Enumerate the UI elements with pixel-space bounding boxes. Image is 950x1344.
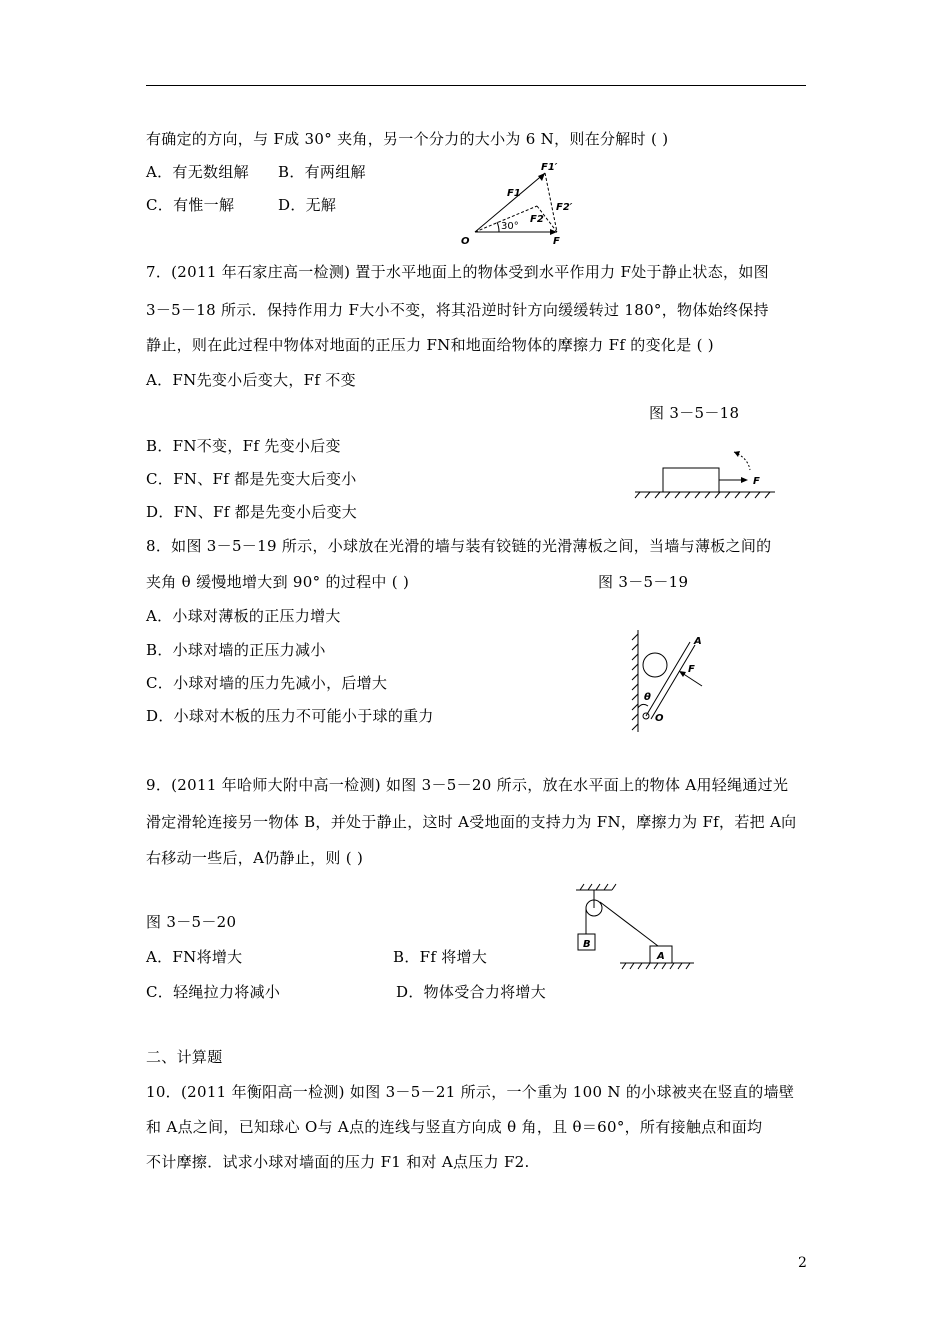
q8-option-a: A．小球对薄板的正压力增大 — [146, 607, 341, 625]
q9-line2: 滑定滑轮连接另一物体 B，并处于静止，这时 A受地面的支持力为 FN，摩擦力为 Ff，若把 A向 — [146, 813, 797, 831]
q9-option-c: C．轻绳拉力将减小 — [146, 983, 281, 1001]
q6-label-f2: F2 — [530, 214, 544, 225]
q9-pulley-diagram — [570, 882, 698, 972]
q10-line2: 和 A点之间，已知球心 O与 A点的连线与竖直方向成 θ 角，且 θ＝60°，所有接触点和面均 — [146, 1118, 763, 1136]
q7-option-c: C．FN、Ff 都是先变大后变小 — [146, 470, 357, 488]
q8-label-a: A — [694, 636, 702, 647]
q10-line3: 不计摩擦．试求小球对墙面的压力 F1 和对 A点压力 F2. — [146, 1153, 530, 1171]
q6-option-d: D．无解 — [278, 196, 337, 214]
q9-ceiling-hatch — [580, 884, 616, 890]
q9-option-b: B．Ff 将增大 — [393, 948, 488, 966]
q9-label-a: A — [657, 951, 665, 962]
q6-label-f1p: F1′ — [541, 162, 558, 173]
q9-option-d: D．物体受合力将增大 — [396, 983, 547, 1001]
q9-option-a: A．FN将增大 — [146, 948, 243, 966]
q6-option-c: C．有惟一解 — [146, 196, 235, 214]
header-rule — [146, 85, 806, 86]
q6-option-b: B．有两组解 — [278, 163, 366, 181]
q9-rope-to-a — [600, 902, 658, 946]
q8-ball-plank-diagram — [622, 628, 712, 736]
q7-line2: 3－5－18 所示．保持作用力 F大小不变，将其沿逆时针方向缓缓转过 180°，物体始终保持 — [146, 301, 769, 319]
q7-line3: 静止，则在此过程中物体对地面的正压力 FN和地面给物体的摩擦力 Ff 的变化是 ( ) — [146, 336, 714, 354]
q6-force-decomposition-diagram — [455, 158, 585, 248]
q6-label-f1: F1 — [507, 188, 521, 199]
q9-ground-hatch — [622, 963, 690, 969]
page-number: 2 — [798, 1255, 807, 1271]
q6-angle-arc — [497, 222, 499, 232]
q7-force-arrowhead — [741, 477, 748, 483]
q6-label-f2p: F2′ — [556, 202, 573, 213]
q8-label-o: O — [655, 713, 664, 724]
q7-option-a: A．FN先变小后变大，Ff 不变 — [146, 371, 356, 389]
q9-label-b: B — [583, 939, 591, 950]
q8-wall-hatch — [632, 634, 638, 730]
q6-label-angle: 30° — [501, 221, 519, 232]
q7-option-b: B．FN不变，Ff 先变小后变 — [146, 437, 341, 455]
q8-option-b: B．小球对墙的正压力减小 — [146, 641, 326, 659]
q7-figure-caption: 图 3－5－18 — [649, 404, 740, 422]
q8-line2: 夹角 θ 缓慢地增大到 90° 的过程中 ( ) — [146, 573, 410, 591]
q6-label-o: O — [461, 236, 470, 247]
q7-rotation-arrowhead — [734, 451, 740, 457]
q8-angle-arc — [638, 704, 648, 708]
q7-label-f: F — [753, 476, 760, 487]
q7-block-diagram — [630, 440, 780, 500]
q8-figure-caption: 图 3－5－19 — [598, 573, 689, 591]
q9-line1: 9．(2011 年哈师大附中高一检测) 如图 3－5－20 所示，放在水平面上的物体 A用轻绳通过光 — [146, 776, 789, 794]
q8-label-f: F — [688, 664, 695, 675]
q6-arrowhead-f1p — [538, 173, 545, 181]
q7-line1: 7．(2011 年石家庄高一检测) 置于水平地面上的物体受到水平作用力 F处于静止状态，如图 — [146, 263, 769, 281]
q8-option-d: D．小球对木板的压力不可能小于球的重力 — [146, 707, 434, 725]
q10-line1: 10．(2011 年衡阳高一检测) 如图 3－5－21 所示，一个重为 100 N 的小球被夹在竖直的墙壁 — [146, 1083, 795, 1101]
q7-ground-hatch — [635, 492, 770, 498]
q8-force-arrowhead — [679, 671, 686, 677]
section-title-calculation: 二、计算题 — [146, 1048, 223, 1066]
q7-block — [663, 468, 719, 492]
q8-plank-edge-2 — [651, 645, 695, 719]
q6-label-f: F — [553, 236, 560, 247]
q9-figure-caption: 图 3－5－20 — [146, 913, 237, 931]
q6-option-a: A．有无数组解 — [146, 163, 249, 181]
q8-line1: 8．如图 3－5－19 所示，小球放在光滑的墙与装有铰链的光滑薄板之间，当墙与薄板之间的 — [146, 537, 772, 555]
q8-option-c: C．小球对墙的压力先减小，后增大 — [146, 674, 388, 692]
q6-stem: 有确定的方向，与 F成 30° 夹角，另一个分力的大小为 6 N，则在分解时 ( ) — [146, 130, 669, 148]
q9-line3: 右移动一些后，A仍静止，则 ( ) — [146, 849, 364, 867]
q8-label-theta: θ — [644, 692, 651, 703]
q8-ball — [643, 653, 667, 677]
q7-option-d: D．FN、Ff 都是先变小后变大 — [146, 503, 358, 521]
